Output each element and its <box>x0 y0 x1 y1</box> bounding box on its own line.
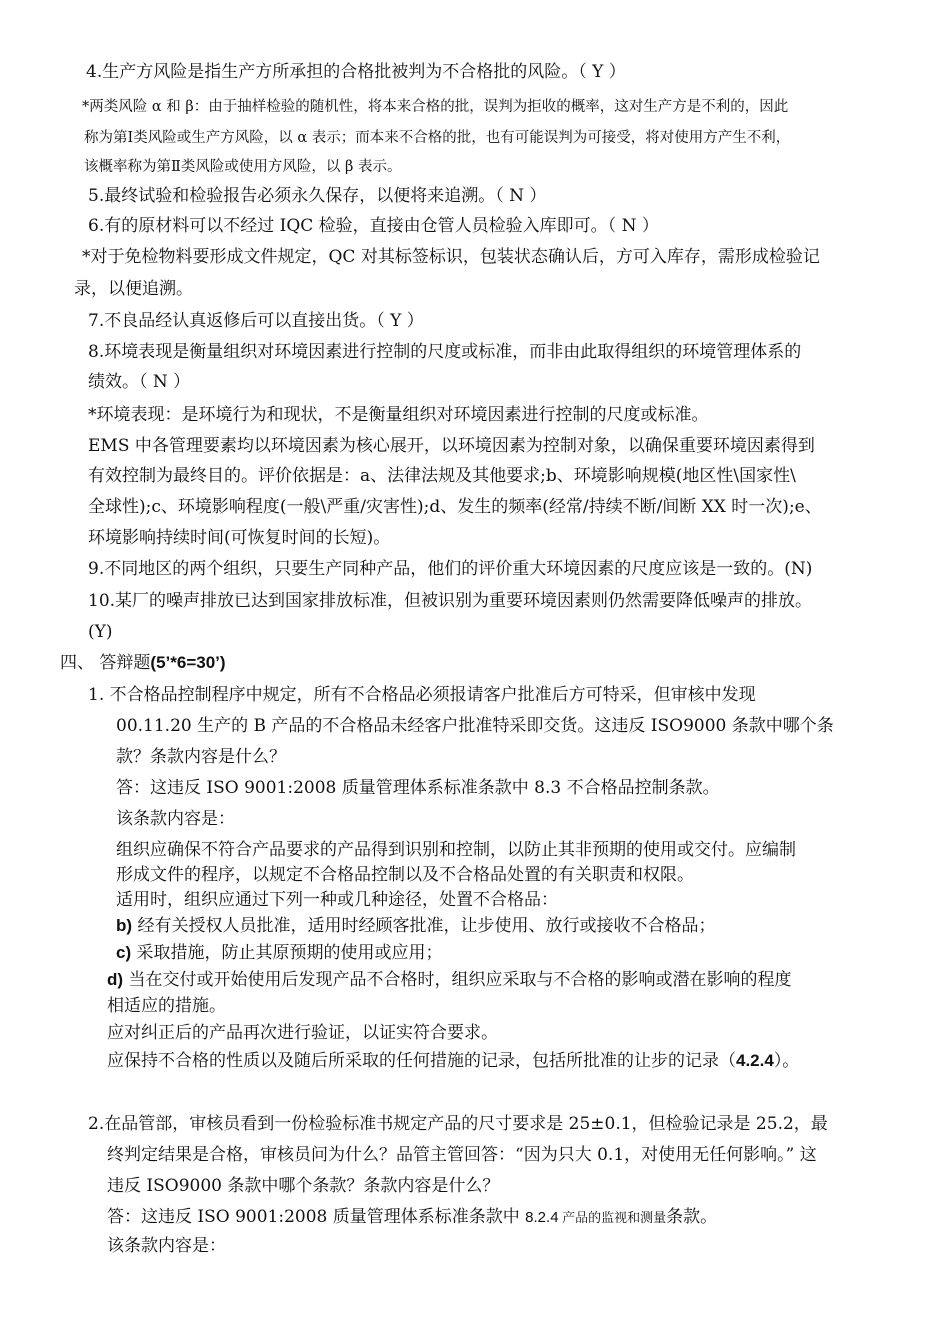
a1-clause-line3: 适用时，组织应通过下列一种或几种途径，处置不合格品： <box>116 890 558 910</box>
a1-item-d-cont: 相适应的措施。 <box>107 996 226 1016</box>
section-4-score: (5’*6=30’) <box>150 653 226 672</box>
a2-answer-end: 条款。 <box>666 1207 718 1227</box>
a1-clause-line2: 形成文件的程序，以规定不合格品控制以及不合格品处置的有关职责和权限。 <box>116 865 694 885</box>
a2-clause-name: 产品的监视和测量 <box>558 1210 667 1225</box>
item-d-text: 当在交付或开始使用后发现产品不合格时，组织应采取与不合格的影响或潜在影响的程度 <box>123 970 792 990</box>
item-b-text: 经有关授权人员批准，适用时经顾客批准，让步使用、放行或接收不合格品； <box>132 916 716 936</box>
q4-note-line3: 该概率称为第Ⅱ类风险或使用方风险，以 β 表示。 <box>84 159 402 175</box>
q7-statement: 7.不良品经认真返修后可以直接出货。（ Y ） <box>88 311 424 331</box>
a2-clause-intro: 该条款内容是： <box>107 1236 226 1256</box>
a1-clause-line1: 组织应确保不符合产品要求的产品得到识别和控制，以防止其非预期的使用或交付。应编制 <box>116 840 796 860</box>
q8-note-line3: 有效控制为最终目的。评价依据是：a、法律法规及其他要求;b、环境影响规模(地区性\国家性\ <box>88 466 796 486</box>
a1-question-line1: 1. 不合格品控制程序中规定，所有不合格品必须报请客户批准后方可特采，但审核中发现 <box>88 685 756 705</box>
item-d-letter: d) <box>107 970 124 989</box>
item-c-letter: c) <box>116 943 132 962</box>
q8-note-line2: EMS 中各管理要素均以环境因素为核心展开，以环境因素为控制对象，以确保重要环境因素得到 <box>88 436 815 456</box>
section-4-title: 四、 答辩题 <box>60 653 151 673</box>
a2-answer-text: 答：这违反 ISO 9001:2008 质量管理体系标准条款中 <box>107 1207 526 1227</box>
q6-note-line1: *对于免检物料要形成文件规定，QC 对其标签标识，包装状态确认后，方可入库存，需形成检验记 <box>82 247 820 267</box>
a1-reverify-line: 应对纠正后的产品再次进行验证，以证实符合要求。 <box>107 1023 498 1043</box>
record-end: ）。 <box>773 1051 800 1071</box>
q9-statement: 9.不同地区的两个组织，只要生产同种产品，他们的评价重大环境因素的尺度应该是一致的。(N) <box>88 559 813 579</box>
q8-note-line5: 环境影响持续时间(可恢复时间的长短)。 <box>88 528 391 548</box>
a1-item-b <box>116 914 715 938</box>
a1-record-line <box>107 1049 799 1073</box>
section-4-heading <box>60 651 226 675</box>
a1-clause-intro: 该条款内容是： <box>116 809 235 829</box>
a2-question-line3: 违反 ISO9000 条款中哪个条款？条款内容是什么？ <box>107 1176 500 1196</box>
a2-clause-number: 8.2.4 <box>525 1209 559 1226</box>
q8-note-line1: *环境表现：是环境行为和现状，不是衡量组织对环境因素进行控制的尺度或标准。 <box>88 405 709 425</box>
q5-statement: 5.最终试验和检验报告必须永久保存，以便将来追溯。（ N ） <box>88 186 547 206</box>
a2-answer <box>107 1205 717 1230</box>
a1-question-line2: 00.11.20 生产的 B 产品的不合格品未经客户批准特采即交货。这违反 ISO9000 条款中哪个条 <box>116 716 834 736</box>
a1-question-line3: 款？条款内容是什么？ <box>116 747 286 767</box>
a2-question-line2: 终判定结果是合格，审核员问为什么？品管主管回答：“因为只大 0.1，对使用无任何影响。” 这 <box>107 1145 817 1165</box>
record-ref: 4.2.4 <box>736 1051 774 1070</box>
q8-statement-line1: 8.环境表现是衡量组织对环境因素进行控制的尺度或标准，而非由此取得组织的环境管理体系的 <box>88 342 802 362</box>
item-b-letter: b) <box>116 916 133 935</box>
a1-item-d <box>107 968 791 992</box>
q4-note-line1: *两类风险 α 和 β：由于抽样检验的随机性，将本来合格的批，误判为拒收的概率，这对生产方是不利的，因此 <box>82 99 789 115</box>
q4-statement: 4.生产方风险是指生产方所承担的合格批被判为不合格批的风险。（ Y ） <box>86 62 626 82</box>
item-c-text: 采取措施，防止其原预期的使用或应用； <box>131 943 443 963</box>
a1-answer: 答：这违反 ISO 9001:2008 质量管理体系标准条款中 8.3 不合格品控制条款。 <box>116 778 720 798</box>
q6-note-line2: 录，以便追溯。 <box>74 279 193 299</box>
q10-statement-line1: 10.某厂的噪声排放已达到国家排放标准，但被识别为重要环境因素则仍然需要降低噪声的排放。 <box>88 591 813 611</box>
a2-question-line1: 2.在品管部，审核员看到一份检验标准书规定产品的尺寸要求是 25±0.1，但检验记录是 25.2，最 <box>88 1114 828 1134</box>
q10-statement-line2: (Y) <box>88 622 113 642</box>
q4-note-line2: 称为第Ⅰ类风险或生产方风险，以 α 表示；而本来不合格的批，也有可能误判为可接受，将对使用方产生不利， <box>84 130 791 146</box>
q8-note-line4: 全球性);c、环境影响程度(一般\严重/灾害性);d、发生的频率(经常/持续不断/间断 XX 时一次);e、 <box>88 497 822 517</box>
a1-item-c <box>116 941 443 965</box>
record-text: 应保持不合格的性质以及随后所采取的任何措施的记录，包括所批准的让步的记录（ <box>107 1051 736 1071</box>
q8-statement-line2: 绩效。（ N ） <box>88 372 191 392</box>
q6-statement: 6.有的原材料可以不经过 IQC 检验，直接由仓管人员检验入库即可。（ N ） <box>88 216 659 236</box>
